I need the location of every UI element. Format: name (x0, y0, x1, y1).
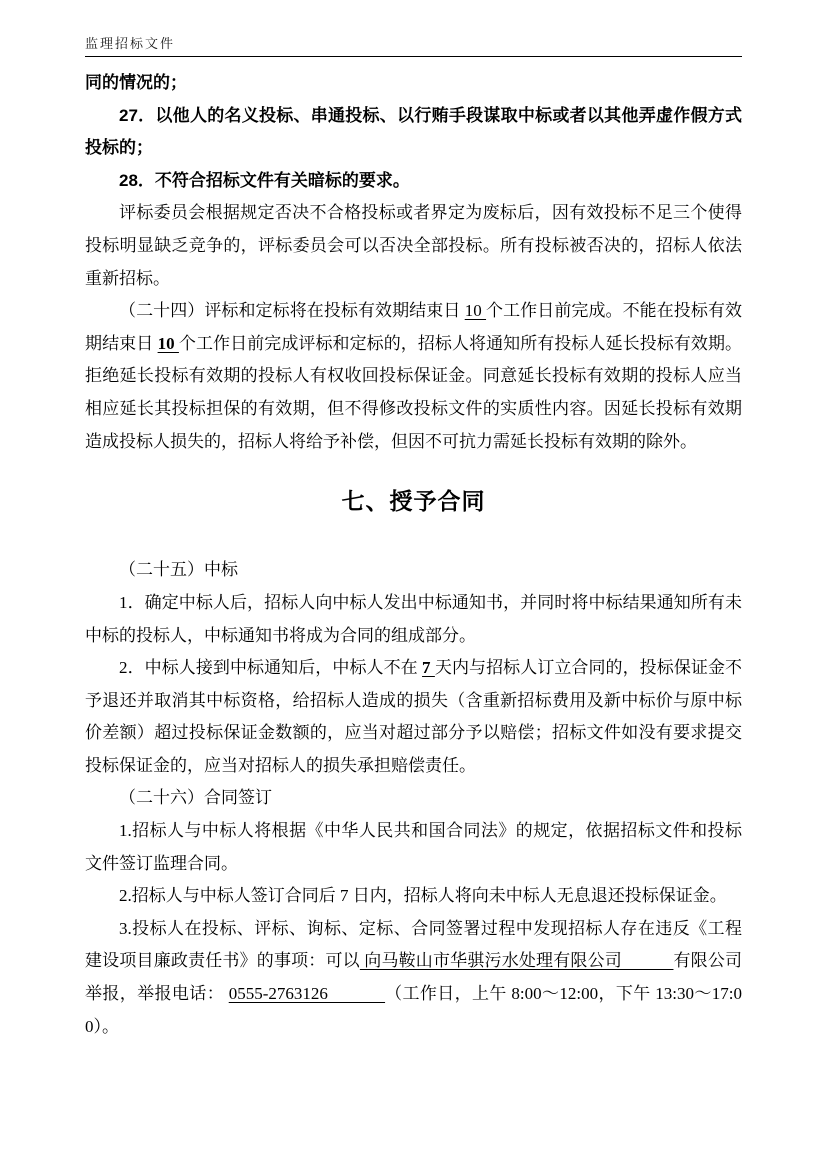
text-segment: 10 (464, 301, 487, 321)
text-segment: 天内与招标人订立合同的，投标保证金不予退还并取消其中标资格，给招标人造成的损失（含重新招标费用及新中标价与原中标价差额）超过投标保证金数额的，应当对超过部分予以赔偿；招标文件如没有要求提交投标保证金的，应当对招标人的损失承担赔偿责任。 (85, 658, 743, 775)
paragraph-clause-25-item-1: 1．确定中标人后，招标人向中标人发出中标通知书，并同时将中标结果通知所有未中标的投标人，中标通知书将成为合同的组成部分。 (85, 592, 742, 645)
header-title: 监理招标文件 (85, 36, 176, 51)
text-segment: 7 (422, 658, 435, 678)
document-content (85, 67, 742, 1043)
paragraph-clause-25-heading: （二十五）中标 (119, 560, 238, 580)
header-rule (85, 56, 742, 57)
paragraph-item-27: 27．以他人的名义投标、串通投标、以行贿手段谋取中标或者以其他弄虚作假方式投标的； (85, 105, 742, 158)
paragraph-clause-26-item-1: 1.招标人与中标人将根据《中华人民共和国合同法》的规定，依据招标文件和投标文件签订监理合同。 (85, 821, 742, 873)
text-segment: 2．中标人接到中标通知后，中标人不在 (119, 658, 423, 678)
paragraph-continuation: 同的情况的； (85, 73, 187, 92)
paragraph-clause-24 (85, 295, 742, 458)
text-segment: 个工作日前完成评标和定标的，招标人将通知所有投标人延长投标有效期。拒绝延长投标有效期的投标人有权收回投标保证金。同意延长投标有效期的投标人应当相应延长其投标担保的有效期，但不得修改投标文件的实质性内容。因延长投标有效期造成投标人损失的，招标人将给予补偿，但因不可抗力需延长投标有效期的除外。 (85, 333, 743, 451)
text-segment: 向马鞍山市华骐污水处理有限公司 (359, 951, 674, 971)
text-segment: 个工作日前完成。不能在投标有效期结束日 (85, 301, 743, 353)
text-segment: 有限公司举报，举报电话： (85, 951, 743, 1004)
text-segment: 10 (157, 333, 179, 353)
paragraph-item-28: 28．不符合招标文件有关暗标的要求。 (119, 170, 410, 190)
paragraph-clause-26-heading: （二十六）合同签订 (119, 788, 272, 808)
paragraph-clause-26-item-3 (85, 913, 742, 1043)
text-segment: （二十四）评标和定标将在投标有效期结束日 (119, 301, 465, 321)
text-segment: （工作日，上午 8:00～12:00，下午 13:30～17:00）。 (85, 984, 742, 1036)
paragraph-clause-25-item-2 (85, 652, 742, 782)
page-header (85, 33, 742, 52)
paragraph-eval-reject: 评标委员会根据规定否决不合格投标或者界定为废标后，因有效投标不足三个使得投标明显缺乏竞争的，评标委员会可以否决全部投标。所有投标被否决的，招标人依法重新招标。 (85, 203, 742, 288)
text-segment: 0555-2763126 (228, 984, 386, 1004)
section-title: 七、授予合同 (341, 488, 486, 515)
paragraph-clause-26-item-2: 2.招标人与中标人签订合同后 7 日内，招标人将向未中标人无息退还投标保证金。 (119, 886, 727, 906)
text-segment: 3.投标人在投标、评标、询标、定标、合同签署过程中发现招标人存在违反《工程建设项目廉政责任书》的事项：可以 (85, 918, 742, 971)
